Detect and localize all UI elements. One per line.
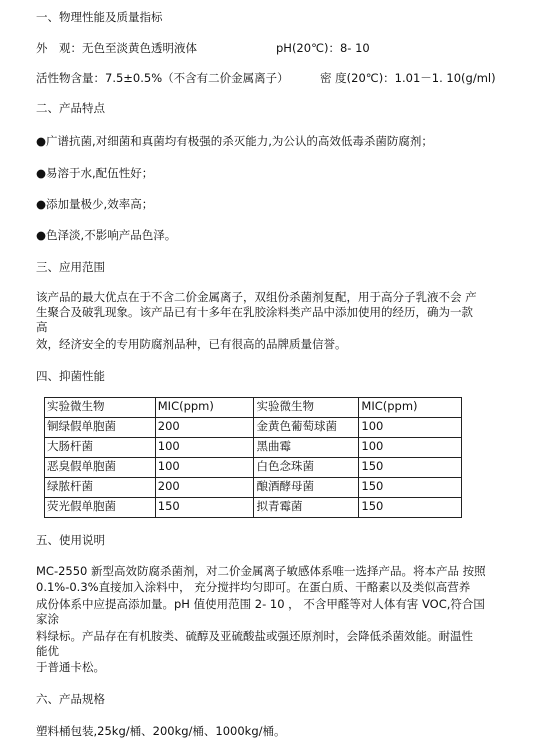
table-cell: 黑曲霉 — [254, 438, 359, 458]
table-row — [45, 418, 462, 438]
table-cell: 100 — [359, 418, 462, 438]
usage-line: 料绿标。产品存在有机胺类、硫醇及亚硫酸盐或强还原剂时，会降低杀菌效能。耐温性 — [36, 629, 473, 643]
heading-product-specification: 六、产品规格 — [36, 692, 105, 706]
table-cell: 恶臭假单胞菌 — [45, 458, 156, 478]
table-cell: 100 — [359, 438, 462, 458]
usage-line: 于普通卡松。 — [36, 660, 105, 674]
table-cell: 200 — [155, 418, 254, 438]
mic-table — [44, 397, 462, 518]
ph-text: pH(20℃)：8- 10 — [276, 41, 370, 55]
density-text: 密 度(20℃)：1.01－1. 10(g/ml) — [320, 71, 496, 85]
heading-product-features: 二、产品特点 — [36, 101, 105, 115]
table-cell: 150 — [359, 458, 462, 478]
table-row — [45, 458, 462, 478]
column-header: 实验微生物 — [254, 398, 359, 418]
table-cell: 酿酒酵母菌 — [254, 478, 359, 498]
packaging-text: 塑料桶包装,25kg/桶、200kg/桶、1000kg/桶。 — [36, 724, 286, 738]
heading-application-scope: 三、应用范围 — [36, 260, 105, 274]
table-cell: 白色念珠菌 — [254, 458, 359, 478]
feature-item: ●色泽淡,不影响产品色泽。 — [36, 228, 177, 242]
column-header: MIC(ppm) — [359, 398, 462, 418]
application-line: 效，经济安全的专用防腐剂品种，已有很高的品牌质量信誉。 — [36, 337, 347, 351]
table-cell: 100 — [155, 438, 254, 458]
active-content-text: 活性物含量：7.5±0.5%（不含有二价金属离子） — [36, 71, 289, 85]
heading-antibacterial-performance: 四、抑菌性能 — [36, 369, 105, 383]
table-cell: 拟青霉菌 — [254, 498, 359, 518]
table-cell: 荧光假单胞菌 — [45, 498, 156, 518]
table-cell: 150 — [359, 478, 462, 498]
table-cell: 绿脓杆菌 — [45, 478, 156, 498]
column-header: MIC(ppm) — [155, 398, 254, 418]
appearance-text: 外 观：无色至淡黄色透明液体 — [36, 41, 197, 55]
table-header-row — [45, 398, 462, 418]
heading-usage-instructions: 五、使用说明 — [36, 533, 105, 547]
table-cell: 200 — [155, 478, 254, 498]
table-cell: 100 — [155, 458, 254, 478]
feature-item: ●易溶于水,配伍性好； — [36, 166, 154, 180]
column-header: 实验微生物 — [45, 398, 156, 418]
table-cell: 大肠杆菌 — [45, 438, 156, 458]
table-cell: 150 — [359, 498, 462, 518]
application-line: 该产品的最大优点在于不含二价金属离子，双组份杀菌剂复配，用于高分子乳液不会 产 — [36, 290, 477, 304]
application-line: 生聚合及破乳现象。该产品已有十多年在乳胶涂料类产品中添加使用的经历，确为一款 — [36, 305, 473, 319]
table-cell: 金黄色葡萄球菌 — [254, 418, 359, 438]
table-row — [45, 478, 462, 498]
application-line: 高 — [36, 320, 48, 334]
table-cell: 150 — [155, 498, 254, 518]
table-row — [45, 438, 462, 458]
feature-item: ●添加量极少,效率高； — [36, 197, 154, 211]
usage-line: 0.1%-0.3%直接加入涂料中， 充分搅拌均匀即可。在蛋白质、干酪素以及类似高营养 — [36, 580, 471, 594]
usage-line: 能优 — [36, 644, 59, 658]
table-cell: 铜绿假单胞菌 — [45, 418, 156, 438]
usage-line: 成份体系中应提高添加量。pH 值使用范围 2- 10 ， 不含甲醛等对人体有害 VOC,符合国 — [36, 597, 485, 611]
heading-physical-properties: 一、物理性能及质量指标 — [36, 10, 163, 24]
usage-line: MC-2550 新型高效防腐杀菌剂，对二价金属离子敏感体系唯一选择产品。将本产品 按照 — [36, 564, 486, 578]
table-row — [45, 498, 462, 518]
usage-line: 家涂 — [36, 612, 59, 626]
feature-item: ●广谱抗菌,对细菌和真菌均有极强的杀灭能力,为公认的高效低毒杀菌防腐剂； — [36, 134, 433, 148]
